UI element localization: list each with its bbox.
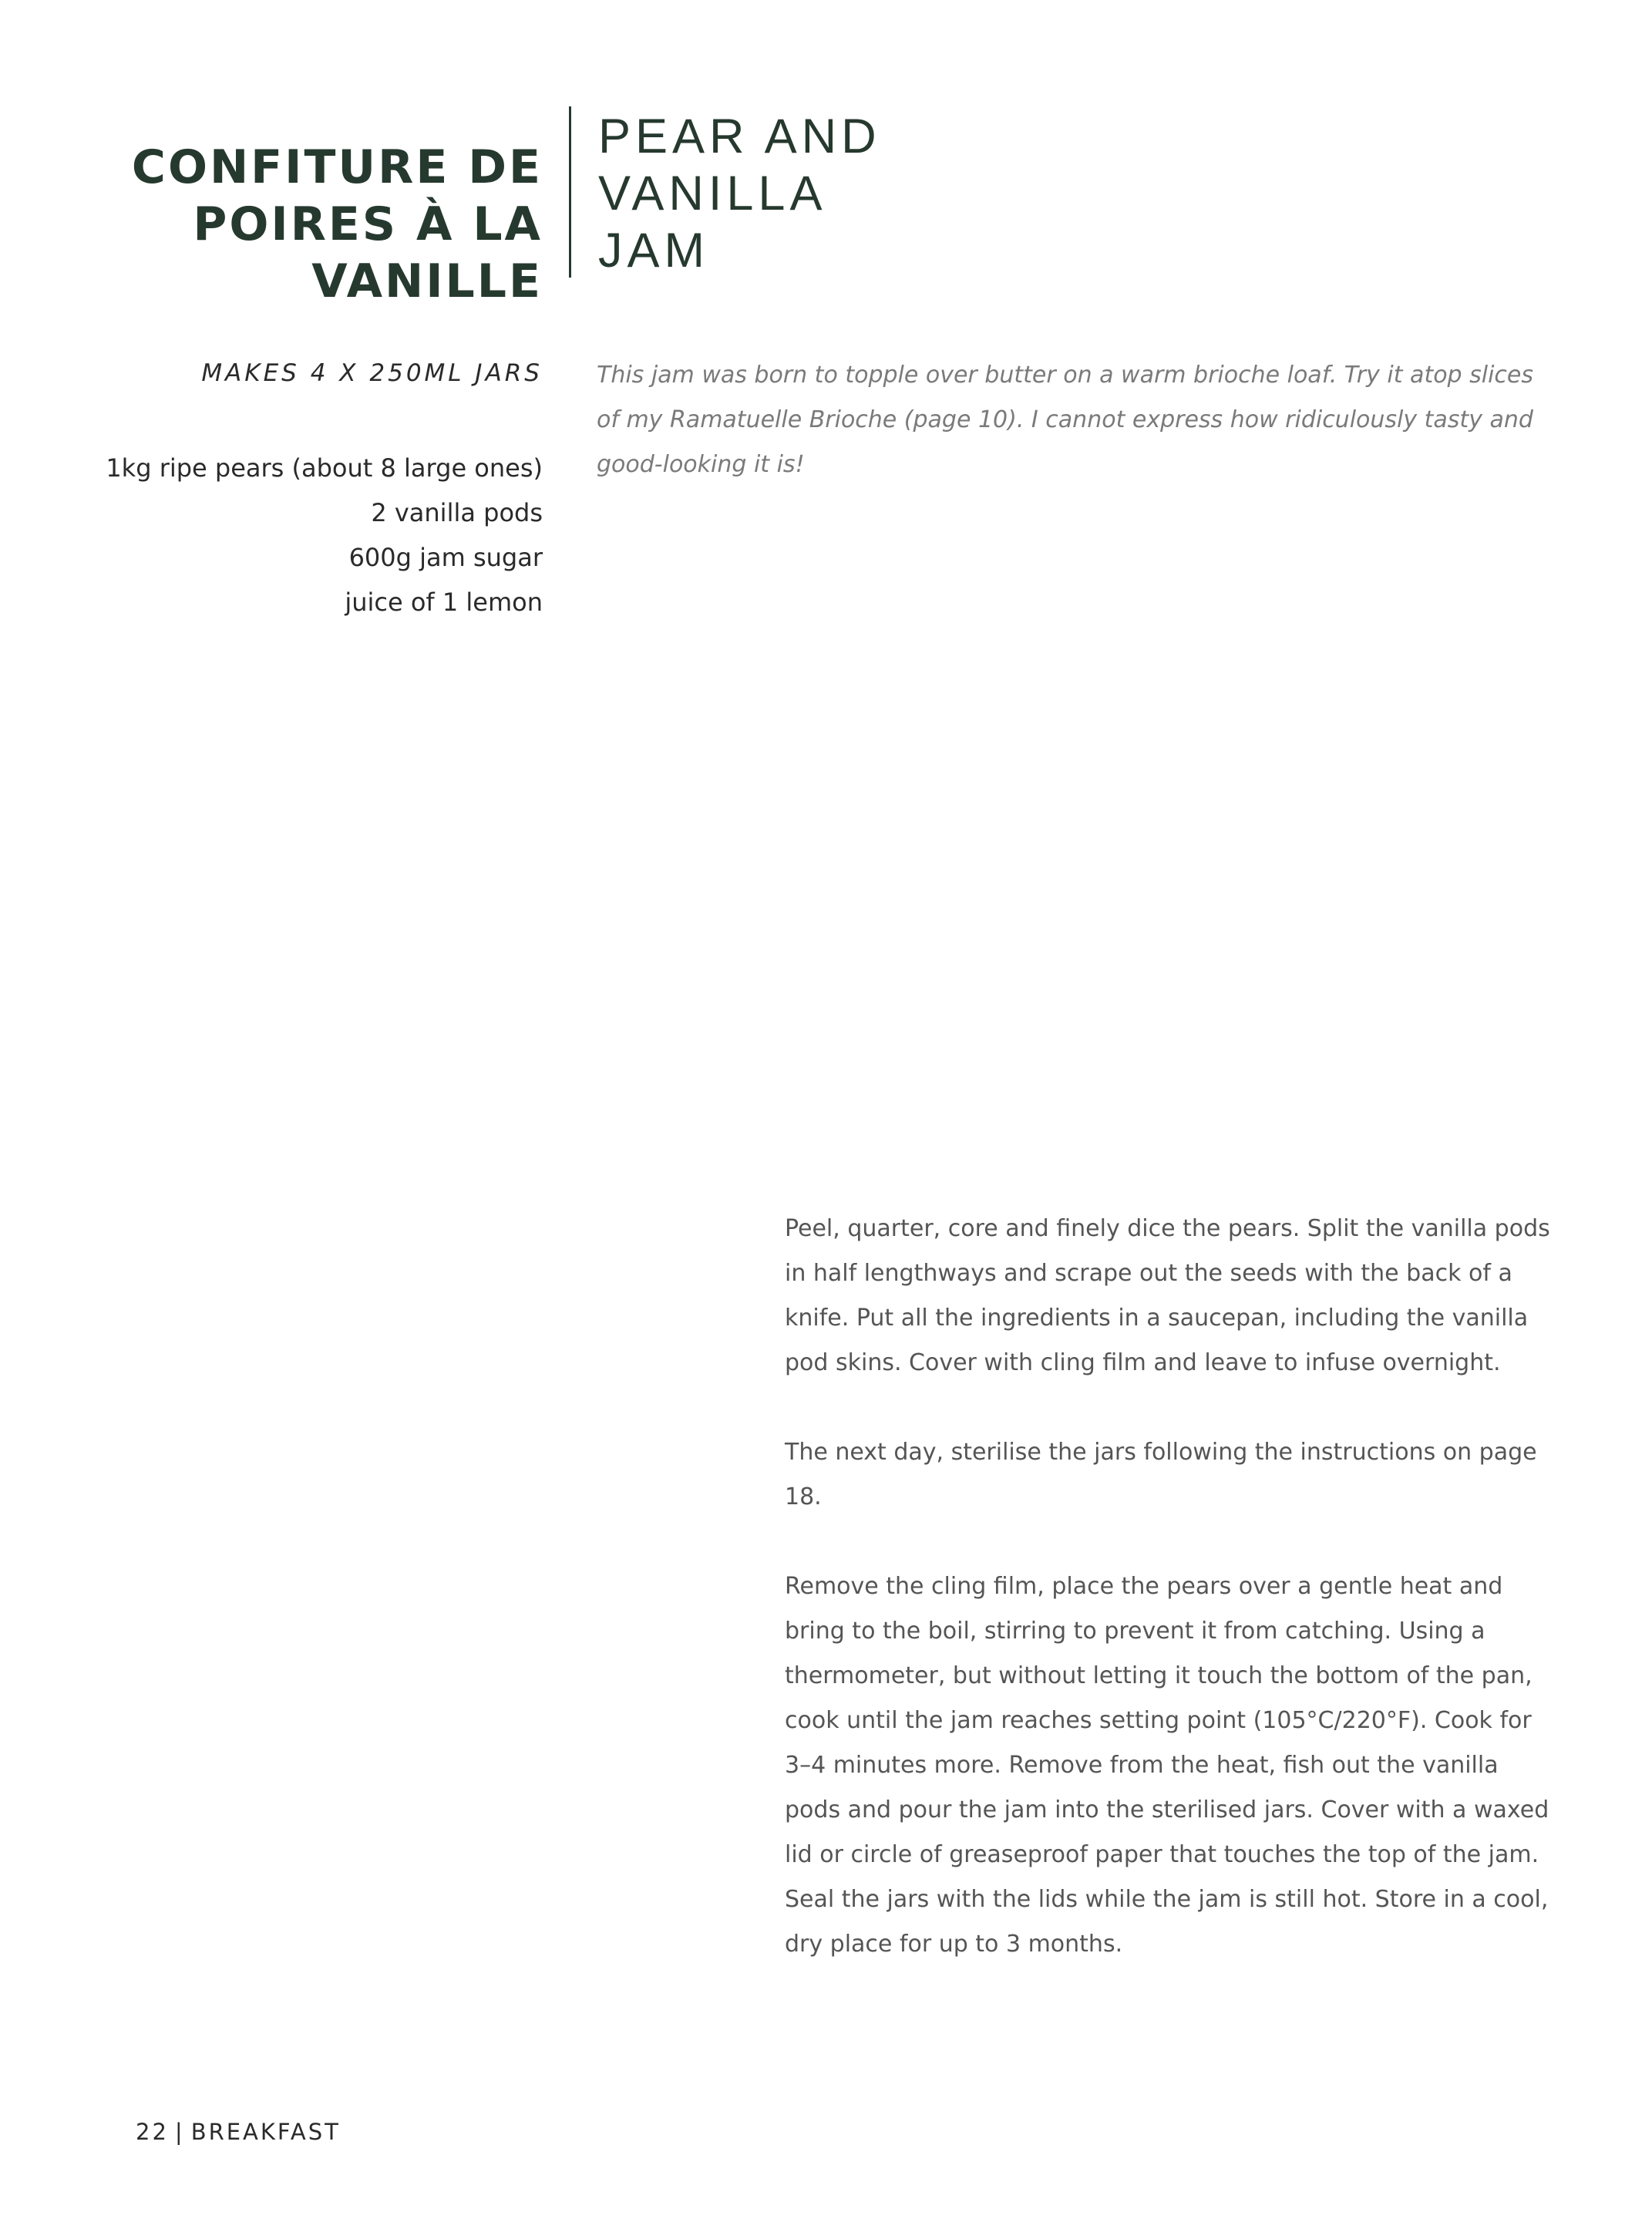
title-english-line: VANILLA: [598, 167, 827, 221]
ingredient-item: juice of 1 lemon: [345, 588, 543, 617]
section-name: BREAKFAST: [190, 2119, 341, 2145]
ingredient-item: 1kg ripe pears (about 8 large ones): [106, 453, 543, 483]
title-english-line: PEAR AND: [598, 109, 881, 163]
title-french-line: VANILLE: [311, 254, 543, 309]
method-step: Remove the cling film, place the pears over a gentle heat and bring to the boil, stirring to prevent it from catching. Using a thermometer, but without letting it touch the bottom of the pan, cook until the jam reaches setting point (105°C/220°F). Cook for 3–4 minutes more. Remove from the heat, fish out the vanilla pods and pour the jam into the sterilised jars. Cover with a waxed lid or circle of greaseproof paper that touches the top of the jam. Seal the jars with the lids while the jam is still hot. Store in a cool, dry place for up to 3 months.: [785, 1573, 1549, 1958]
title-divider: [569, 106, 571, 278]
footer-separator: |: [174, 2119, 185, 2145]
recipe-title-english: [598, 108, 1138, 279]
ingredient-list: [69, 446, 543, 625]
page-number: 22: [136, 2119, 169, 2145]
method-step: The next day, sterilise the jars following the instructions on page 18.: [785, 1439, 1537, 1510]
method-step: Peel, quarter, core and finely dice the pears. Split the vanilla pods in half lengthways and scrape out the seeds with the back of a knife. Put all the ingredients in a saucepan, including the vanilla pod skins. Cover with cling film and leave to infuse overnight.: [785, 1215, 1550, 1376]
page-footer: [136, 2119, 341, 2145]
method-section: [785, 1207, 1556, 2012]
yield-label: MAKES 4 X 250ML JARS: [201, 359, 543, 387]
ingredient-item: 2 vanilla pods: [371, 498, 543, 527]
recipe-intro: This jam was born to topple over butter on a warm brioche loaf. Try it atop slices of my Ramatuelle Brioche (page 10). I cannot express how ridiculously tasty and good-looking it is!: [597, 362, 1534, 478]
recipe-title-french: [93, 139, 543, 310]
title-english-line: JAM: [598, 224, 709, 278]
title-french-line: POIRES À LA: [193, 197, 543, 252]
title-french-line: CONFITURE DE: [131, 140, 543, 195]
ingredient-item: 600g jam sugar: [348, 543, 543, 572]
